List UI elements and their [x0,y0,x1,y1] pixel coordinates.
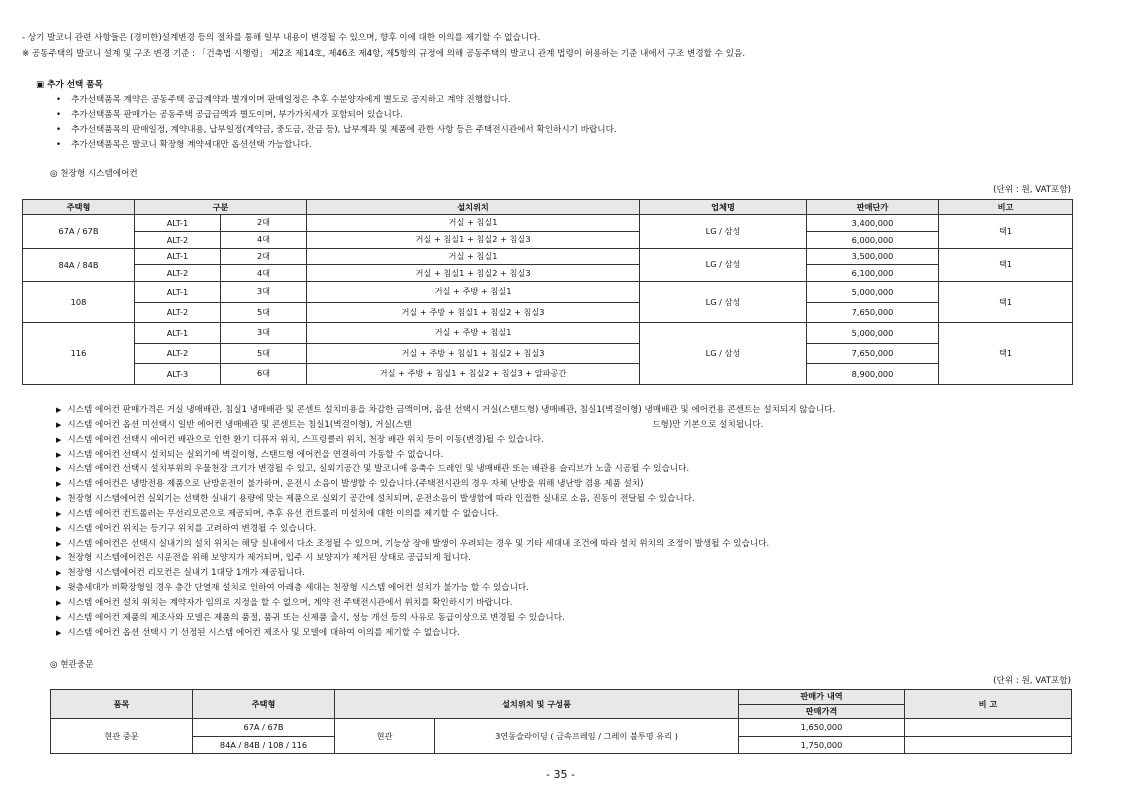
cell-type: 84A / 84B / 108 / 116 [193,736,335,754]
cell-note: 택1 [939,215,1073,249]
header-note: 비 고 [905,690,1072,719]
note-item: ▶ 천장형 시스템에어컨 실외기는 선택한 실내기 용량에 맞는 제품으로 실외기 공간에 설치되며, 운전소음이 발생함에 따라 인접한 실내로 소음, 진동이 전달될 수 있습니다. [56,492,835,507]
header-item: 품목 [51,690,193,719]
cell-price: 1,750,000 [739,736,905,754]
note-item: ▶ 시스템 에어컨 선택시 설치되는 실외기에 벽걸이형, 스탠드형 에어컨을 연결하여 가동할 수 없습니다. [56,448,835,463]
header-type: 주택형 [23,200,135,215]
cell-alt: ALT-1 [135,215,221,232]
note-item: ▶ 천장형 시스템에어컨은 시운전을 위해 보양지가 제거되며, 입주 시 보양지가 제거된 상태로 공급되게 됩니다. [56,551,835,566]
cell-type: 84A / 84B [23,248,135,282]
table-row [23,302,1073,323]
cell-maker: LG / 삼성 [640,248,807,282]
cell-price: 5,000,000 [807,323,939,344]
bullet-item: • 추가선택품목은 발코니 확장형 계약세대만 옵션선택 가능합니다. [56,138,617,153]
cell-type: 116 [23,323,135,385]
cell-price: 5,000,000 [807,282,939,303]
cell-note: 택1 [939,248,1073,282]
cell-alt: ALT-1 [135,323,221,344]
header-type: 주택형 [193,690,335,719]
cell-price: 1,650,000 [739,719,905,737]
note-item: ▶ 천장형 시스템에어컨 리모컨은 실내기 1대당 1개가 제공됩니다. [56,566,835,581]
table-header-row [23,200,1073,215]
cell-place: 현관 [335,719,435,754]
cell-maker: LG / 삼성 [640,323,807,385]
cell-alt: ALT-2 [135,231,221,248]
aircon-unit: (단위 : 원, VAT포함) [993,185,1071,195]
door-title: ◎ 현관중문 [50,660,94,670]
cell-location: 거실 + 주방 + 침실1 [307,282,640,303]
note-item: ▶ 시스템 에어컨 설치 위치는 계약자가 임의로 지정을 할 수 없으며, 계약 전 주택전시관에서 위치를 확인하시기 바랍니다. [56,596,835,611]
cell-maker: LG / 삼성 [640,282,807,323]
section-title: ▣ 추가 선택 품목 [36,80,103,90]
cell-qty: 4대 [221,265,307,282]
cell-alt: ALT-2 [135,302,221,323]
aircon-table [22,199,1073,385]
door-unit: (단위 : 원, VAT포함) [993,676,1071,686]
cell-location: 거실 + 주방 + 침실1 [307,323,640,344]
cell-location: 거실 + 침실1 + 침실2 + 침실3 [307,231,640,248]
door-table [50,689,1072,754]
top-note-2: ※ 공동주택의 발코니 설계 및 구조 변경 기준 : 「건축법 시행령」 제2조 제14호, 제46조 제4항, 제5항의 규정에 의해 공동주택의 발코니 관계 법령이 허용하는 기준 내에서 구조 변경할 수 있음. [22,49,746,59]
cell-qty: 2대 [221,248,307,265]
cell-qty: 3대 [221,282,307,303]
header-price: 판매단가 [807,200,939,215]
note-item: ▶ 시스템 에어컨 제품의 제조사와 모델은 제품의 품절, 품귀 또는 신제품 출시, 성능 개선 등의 사유로 동급이상으로 변경될 수 있습니다. [56,611,835,626]
cell-alt: ALT-1 [135,282,221,303]
cell-type: 67A / 67B [23,215,135,249]
note-item: ▶ 시스템 에어컨 판매가격은 거실 냉매배관, 침실1 냉매배관 및 콘센트 설치비용을 차감한 금액이며, 옵션 선택시 거실(스탠드형) 냉매배관, 침실1(벽걸이형) 냉매배관 및 에어컨용 콘센트는 설치되지 않습니다. [56,403,835,418]
cell-location: 거실 + 침실1 [307,248,640,265]
cell-alt: ALT-3 [135,364,221,385]
note-item: ▶ 시스템 에어컨 선택시 에어컨 배관으로 인한 환기 디퓨저 위치, 스프링클러 위치, 천장 배관 위치 등이 이동(변경)될 수 있습니다. [56,433,835,448]
cell-alt: ALT-2 [135,265,221,282]
header-note: 비고 [939,200,1073,215]
table-row [51,719,1072,737]
cell-location: 거실 + 주방 + 침실1 + 침실2 + 침실3 [307,302,640,323]
page-number: - 35 - [546,768,575,781]
cell-type: 67A / 67B [193,719,335,737]
cell-location: 거실 + 침실1 + 침실2 + 침실3 [307,265,640,282]
table-row [23,343,1073,364]
cell-alt: ALT-2 [135,343,221,364]
bullet-item: • 추가선택품목의 판매일정, 계약내용, 납부일정(계약금, 중도금, 잔금 등), 납부계좌 및 제품에 관한 사항 등은 주택전시관에서 확인하시기 바랍니다. [56,123,617,138]
table-row [23,215,1073,232]
cell-note [905,736,1072,754]
note-item: ▶ 시스템 에어컨은 냉방전용 제품으로 난방운전이 불가하며, 운전시 소음이 발생할 수 있습니다.(주택전시관의 경우 자체 난방을 위해 냉난방 겸용 제품 설치) [56,477,835,492]
cell-price: 8,900,000 [807,364,939,385]
cell-maker: LG / 삼성 [640,215,807,249]
cell-location: 거실 + 침실1 [307,215,640,232]
table-row [23,248,1073,265]
table-row [23,231,1073,248]
header-location: 설치위치 및 구성품 [335,690,739,719]
cell-qty: 2대 [221,215,307,232]
note-item: ▶ 시스템 에어컨 선택시 설치부위의 우물천장 크기가 변경될 수 있고, 실외기공간 및 발코니에 응축수 드레인 및 냉매배관 또는 배관용 슬리브가 노출 시공될 수 있습니다. [56,462,835,477]
bullet-item: • 추가선택품목 판매가는 공동주택 공급금액과 별도이며, 부가가치세가 포함되어 있습니다. [56,108,617,123]
table-row [23,265,1073,282]
cell-price: 6,100,000 [807,265,939,282]
header-location: 설치위치 [307,200,640,215]
table-row [23,282,1073,303]
cell-note [905,719,1072,737]
note-item: ▶ 시스템 에어컨은 선택시 실내기의 설치 위치는 해당 실내에서 다소 조정될 수 있으며, 기능상 장애 발생이 우려되는 경우 및 기타 세대내 조건에 따라 설치 위치의 조정이 발생될 수 있습니다. [56,537,835,552]
cell-type: 108 [23,282,135,323]
cell-alt: ALT-1 [135,248,221,265]
header-maker: 업체명 [640,200,807,215]
cell-price: 6,000,000 [807,231,939,248]
cell-qty: 4대 [221,231,307,248]
top-note-1: - 상기 발코니 관련 사항들은 (경미한)설계변경 등의 절차를 통해 일부 내용이 변경될 수 있으며, 향후 이에 대한 이의를 제기할 수 없습니다. [22,33,541,43]
cell-price: 7,650,000 [807,302,939,323]
cell-price: 3,500,000 [807,248,939,265]
note-item: ▶ 시스템 에어컨 위치는 등기구 위치를 고려하여 변경될 수 있습니다. [56,522,835,537]
note-item: ▶ 시스템 에어컨 옵션 선택시 기 선정된 시스템 에어컨 제조사 및 모델에 대하여 이의를 제기할 수 없습니다. [56,626,835,641]
table-row [23,364,1073,385]
bullet-list [56,93,617,153]
note-item: ▶ 윗층세대가 비확장형일 경우 층간 단열재 설치로 인하여 아래층 세대는 천장형 시스템 에어컨 설치가 불가능 할 수 있습니다. [56,581,835,596]
cell-qty: 3대 [221,323,307,344]
aircon-title: ◎ 천장형 시스템에어컨 [50,169,138,179]
cell-note: 택1 [939,282,1073,323]
aircon-notes [56,403,835,641]
table-header-row [51,690,1072,705]
cell-qty: 5대 [221,343,307,364]
header-price: 판매가격 [739,704,905,719]
cell-note: 택1 [939,323,1073,385]
cell-location: 거실 + 주방 + 침실1 + 침실2 + 침실3 [307,343,640,364]
note-item: ▶ 시스템 에어컨 컨트롤러는 무선리모콘으로 제공되며, 추후 유선 컨트롤러 미설치에 대한 이의를 제기할 수 없습니다. [56,507,835,522]
bullet-item: • 추가선택품목 계약은 공동주택 공급계약과 별개이며 판매일정은 추후 수분양자에게 별도로 공지하고 계약 진행합니다. [56,93,617,108]
cell-qty: 6대 [221,364,307,385]
header-category: 구분 [135,200,307,215]
cell-location: 거실 + 주방 + 침실1 + 침실2 + 침실3 + 알파공간 [307,364,640,385]
header-price-group: 판매가 내역 [739,690,905,705]
cell-item: 현관 중문 [51,719,193,754]
cell-desc: 3연동슬라이딩 ( 금속프레임 / 그레이 불투명 유리 ) [435,719,739,754]
note-item: ▶ 시스템 에어컨 옵션 미선택시 일반 에어컨 냉매배관 및 콘센트는 침실1(벽걸이형), 거실(스탠 드형)만 기본으로 설치됩니다. [56,418,835,433]
cell-qty: 5대 [221,302,307,323]
table-row [23,323,1073,344]
cell-price: 3,400,000 [807,215,939,232]
cell-price: 7,650,000 [807,343,939,364]
